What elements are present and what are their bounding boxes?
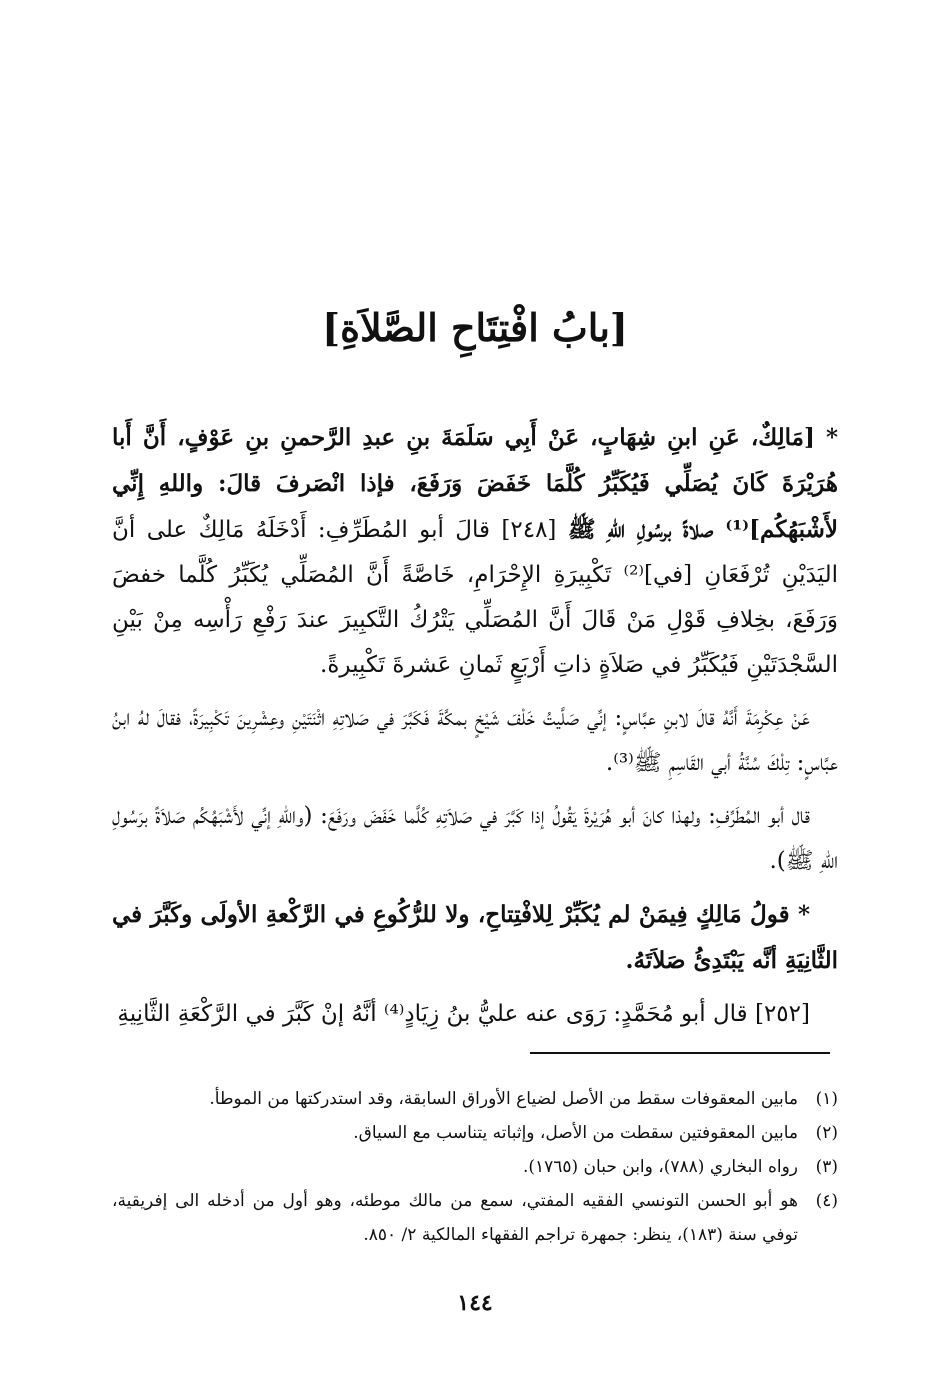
- footnote: [112, 1116, 838, 1150]
- paragraph-3: [112, 794, 838, 884]
- footnote: [112, 1082, 838, 1116]
- footnote-text: مابين المعقوفتين سقطت من الأصل، وإثباته يتناسب مع السياق.: [353, 1123, 798, 1143]
- footnote-text: مابين المعقوفات سقط من الأصل لضياع الأوراق السابقة، وقد استدركتها من الموطأ.: [209, 1089, 798, 1109]
- paragraph-1-bold: * [مَالِكٌ، عَنِ ابنِ شِهَابٍ، عَنْ أَبِي سَلَمَةَ بنِ عبدِ الرَّحمنِ بنِ عَوْفٍ، أَنَّ أَبا هُرَيْرَةَ كَانَ يُصَلِّي فَيُكَبِّرُ كُلَّمَا خَفَضَ وَرَفَعَ، فإذا انْصَرفَ قالَ: واللهِ إِنِّي لأَشْبَهُكُم]⁽¹⁾ صلاةً برسُولِ اللهِ ﷺ: [112, 424, 838, 543]
- paragraph-4-bold: * قولُ مَالِكٍ فِيمَنْ لم يُكَبِّرْ لِلافْتِتاحِ، ولا للرُّكُوعِ في الرَّكْعةِ الأولَى وكَبَّرَ في الثَّانِيَةِ أنَّه يَبْتَدِئُ صَلاَتَهُ.: [112, 901, 838, 974]
- footnote: [112, 1150, 838, 1184]
- footnote: [112, 1184, 838, 1252]
- footnotes: [112, 1082, 838, 1252]
- paragraph-2-text: عَنْ عِكْرِمَةَ أَنَّهُ قالَ لابنِ عبَّاسٍ: إنِّي صَلَّيتُ خَلْفَ شَيْخٍ بمكَّةَ فَكَبَّرَ في صَلاتِهِ اثْنَتَيْنِ وعِشْرِينَ تَكْبِيرَةً، فقالَ لهُ ابنُ عبَّاسٍ: تِلْكَ سُنَّةُ أبي القَاسِمِ ﷺ⁽³⁾.: [112, 705, 838, 776]
- footnote-number: (٣): [815, 1157, 838, 1177]
- chapter-title: [بابُ افْتِتَاحِ الصَّلاَةِ]: [322, 305, 628, 350]
- page-number: ١٤٤: [457, 1290, 493, 1316]
- footnote-number: (٤): [815, 1191, 838, 1211]
- footnote-text: هو أبو الحسن التونسي الفقيه المفتي، سمع من مالك موطئه، وهو أول من أدخله الى إفريقية، توفي سنة (١٨٣)، ينظر: جمهرة تراجم الفقهاء المالكية ٢/ ٨٥٠.: [112, 1191, 798, 1245]
- footnote-separator: [530, 1052, 830, 1054]
- main-text: [112, 415, 838, 1045]
- footnote-text: رواه البخاري (٧٨٨)، وابن حبان (١٧٦٥).: [522, 1157, 798, 1177]
- paragraph-1: [112, 415, 838, 688]
- paragraph-5-text: [٢٥٢] قال أبو مُحَمَّدٍ: رَوَى عنه عليُّ بنُ زِيَادٍ⁽⁴⁾ أنَّهُ إنْ كَبَّرَ في الرَّكْعَةِ الثَّانِيةِ: [117, 1001, 810, 1027]
- paragraph-2: [112, 696, 838, 786]
- footnote-number: (١): [815, 1089, 838, 1109]
- paragraph-5: [112, 992, 838, 1037]
- paragraph-3-text: قال أبو المُطَرِّفِ: ولهذا كانَ أبو هُرَيْرةَ يَقُولُ إذا كَبَّرَ في صَلاَتِهِ كُلَّما خَفَضَ ورَفَعَ: (واللهِ إنِّي لأَشْبَهُكُم صَلاَةً برَسُولِ اللهِ ﷺ).: [112, 803, 838, 874]
- paragraph-1-text: [٢٤٨] قالَ أبو المُطَرِّفِ: أَدْخَلَهُ مَالِكٌ على أنَّ اليَدَيْنِ تُرْفَعَانِ [في]⁽²⁾ تَكْبِيرَةِ الإِحْرَامِ، خَاصَّةً أَنَّ المُصَلِّي يُكَبِّرُ كُلَّما خفضَ وَرَفَعَ، بخِلافِ قَوْلِ مَنْ قَالَ أَنَّ المُصَلِّي يَتْرُكُ التَّكبِيرَ عندَ رَفْعِ رَأْسِه مِنْ بَيْنِ السَّجْدَتَيْنِ فَيُكَبِّرُ في صَلاَةٍ ذاتِ أَرْبَعٍ ثَمانِ عَشرةَ تَكْبِيرةً.: [112, 517, 838, 678]
- footnote-number: (٢): [815, 1123, 838, 1143]
- paragraph-4: [112, 892, 838, 984]
